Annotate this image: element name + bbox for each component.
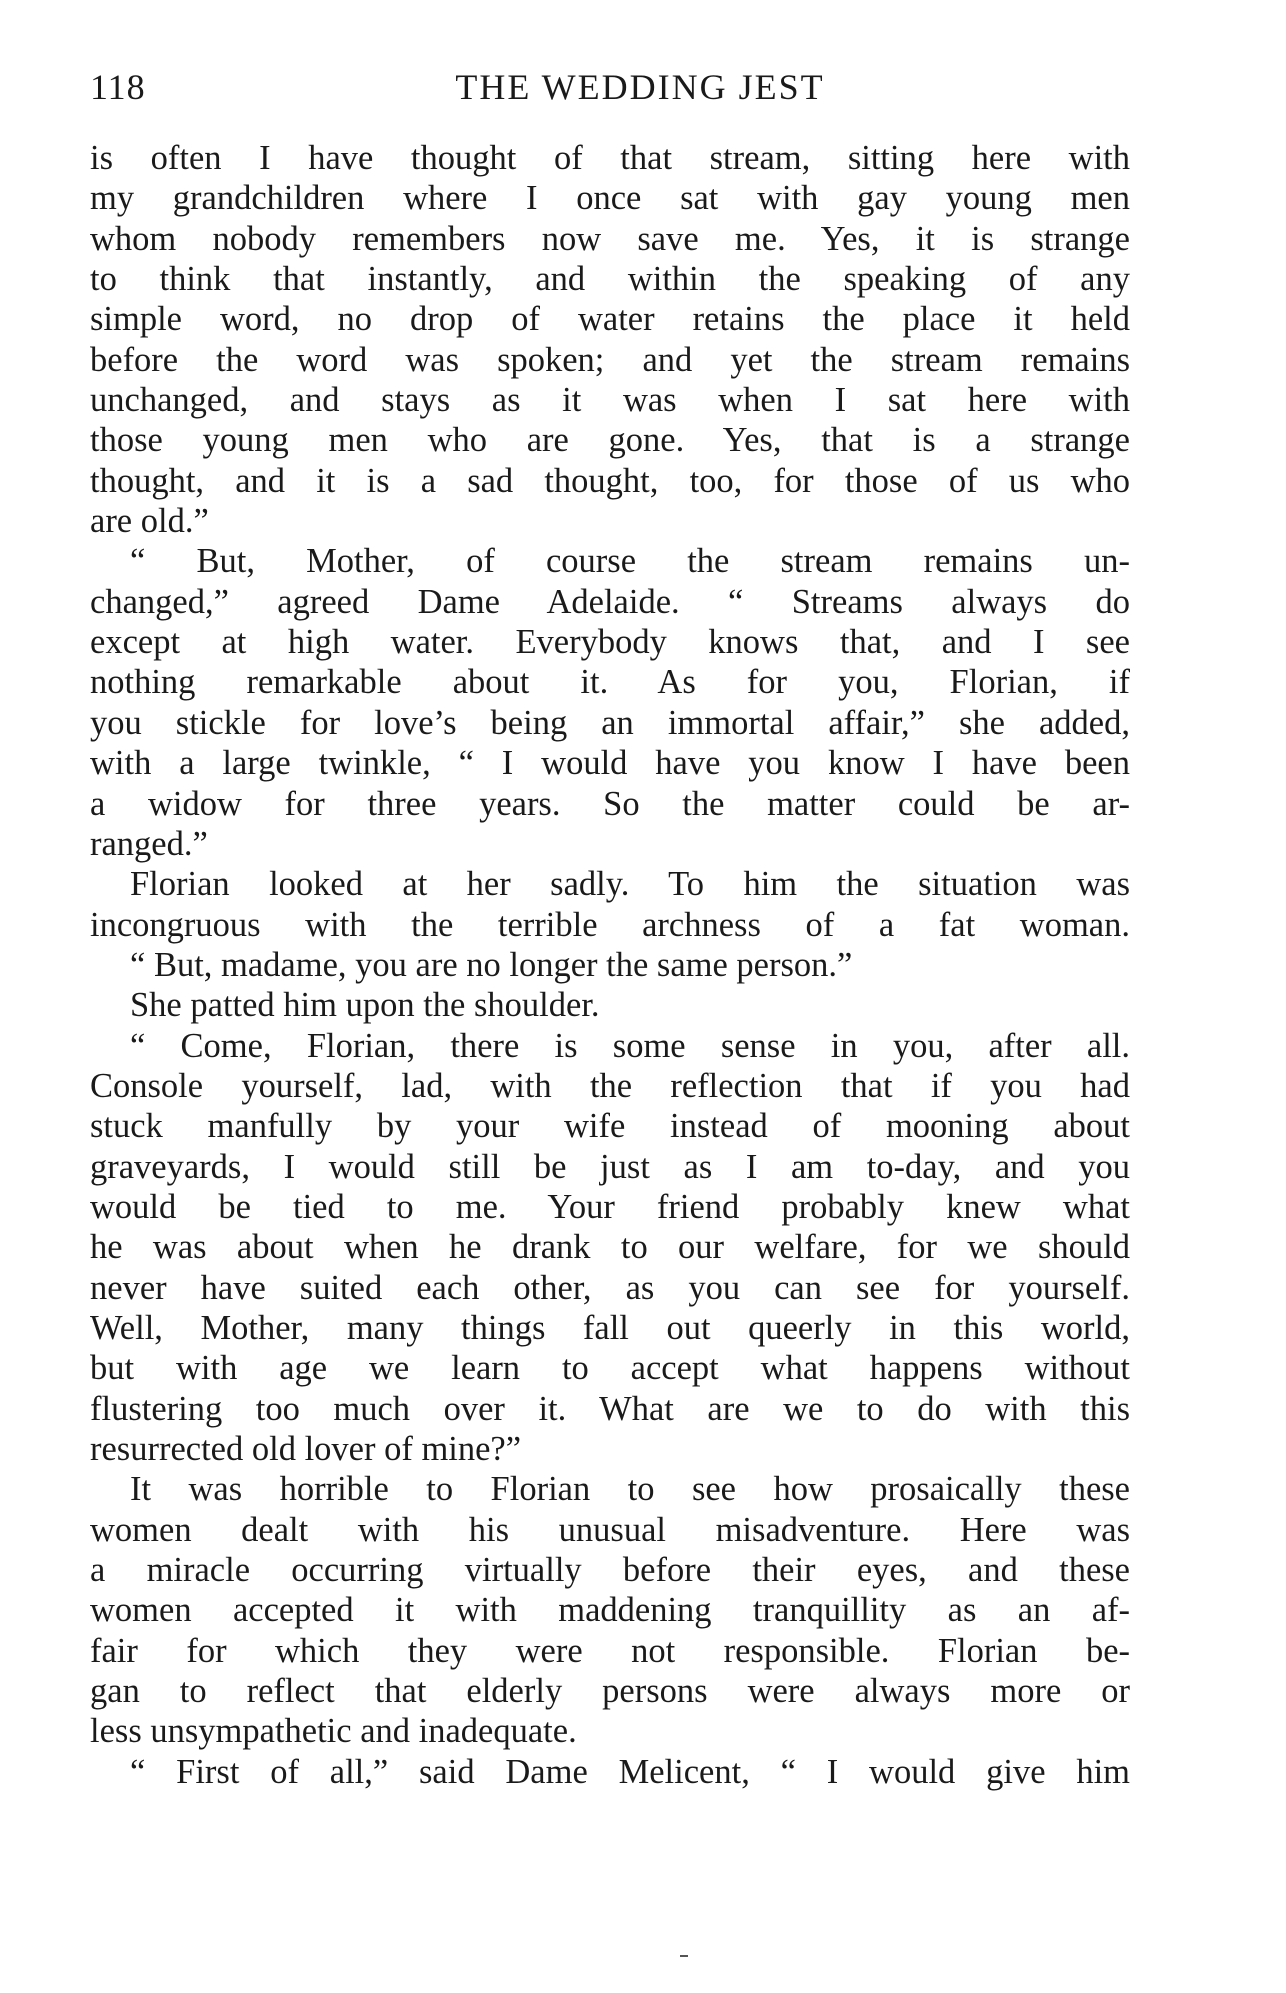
text-line: It was horrible to Florian to see how prosaically these <box>130 1470 1130 1509</box>
text-line: except at high water. Everybody knows that, and I see <box>90 623 1130 662</box>
text-line: unchanged, and stays as it was when I sat here with <box>90 381 1130 420</box>
text-line: incongruous with the terrible archness of a fat woman. <box>90 905 1130 944</box>
text-line: is often I have thought of that stream, sitting here with <box>90 139 1130 177</box>
text-line: “ But, Mother, of course the stream remains un- <box>130 542 1130 581</box>
text-line: but with age we learn to accept what happens without <box>90 1349 1130 1388</box>
text-line: women accepted it with maddening tranquillity as an af- <box>90 1591 1130 1630</box>
text-line: Console yourself, lad, with the reflection that if you had <box>90 1066 1130 1105</box>
print-mark <box>680 1955 688 1957</box>
page-number: 118 <box>90 67 146 107</box>
running-title: THE WEDDING JEST <box>455 67 825 107</box>
text-line: stuck manfully by your wife instead of mooning about <box>90 1107 1130 1146</box>
text-line: Well, Mother, many things fall out queerly in this world, <box>90 1308 1130 1347</box>
text-line: “ But, madame, you are no longer the same person.” <box>130 945 853 984</box>
running-head <box>90 62 1130 112</box>
text-line: with a large twinkle, “ I would have you know I have been <box>90 744 1130 783</box>
text-line: She patted him upon the shoulder. <box>130 986 600 1025</box>
text-line: “ First of all,” said Dame Melicent, “ I would give him <box>130 1752 1130 1791</box>
text-line: he was about when he drank to our welfare, for we should <box>90 1228 1130 1267</box>
text-line: are old.” <box>90 502 209 541</box>
text-line: those young men who are gone. Yes, that is a strange <box>90 421 1130 460</box>
text-line: ranged.” <box>90 824 208 863</box>
text-line: would be tied to me. Your friend probably knew what <box>90 1187 1130 1226</box>
text-line: changed,” agreed Dame Adelaide. “ Streams always do <box>90 582 1130 621</box>
text-line: my grandchildren where I once sat with gay young men <box>90 179 1130 218</box>
text-line: simple word, no drop of water retains the place it held <box>90 300 1130 339</box>
text-line: “ Come, Florian, there is some sense in you, after all. <box>130 1026 1130 1065</box>
text-line: gan to reflect that elderly persons were always more or <box>90 1672 1130 1711</box>
text-line: Florian looked at her sadly. To him the situation was <box>130 865 1130 904</box>
text-line: nothing remarkable about it. As for you, Florian, if <box>90 663 1130 702</box>
text-line: less unsympathetic and inadequate. <box>90 1712 577 1751</box>
text-line: flustering too much over it. What are we to do with this <box>90 1389 1130 1428</box>
text-line: a widow for three years. So the matter could be ar- <box>90 784 1130 823</box>
body-text <box>90 138 1130 1792</box>
text-line: a miracle occurring virtually before their eyes, and these <box>90 1551 1130 1590</box>
text-line: resurrected old lover of mine?” <box>90 1430 522 1468</box>
text-line: never have suited each other, as you can see for yourself. <box>90 1268 1130 1307</box>
text-line: women dealt with his unusual misadventure. Here was <box>90 1510 1130 1549</box>
text-line: before the word was spoken; and yet the stream remains <box>90 340 1130 379</box>
text-line: to think that instantly, and within the speaking of any <box>90 260 1130 299</box>
text-line: graveyards, I would still be just as I am to-day, and you <box>90 1147 1130 1186</box>
text-line: you stickle for love’s being an immortal affair,” she added, <box>90 703 1130 742</box>
text-line: fair for which they were not responsible. Florian be- <box>90 1631 1130 1670</box>
text-line: thought, and it is a sad thought, too, for those of us who <box>90 461 1130 500</box>
text-line: whom nobody remembers now save me. Yes, it is strange <box>90 219 1130 258</box>
